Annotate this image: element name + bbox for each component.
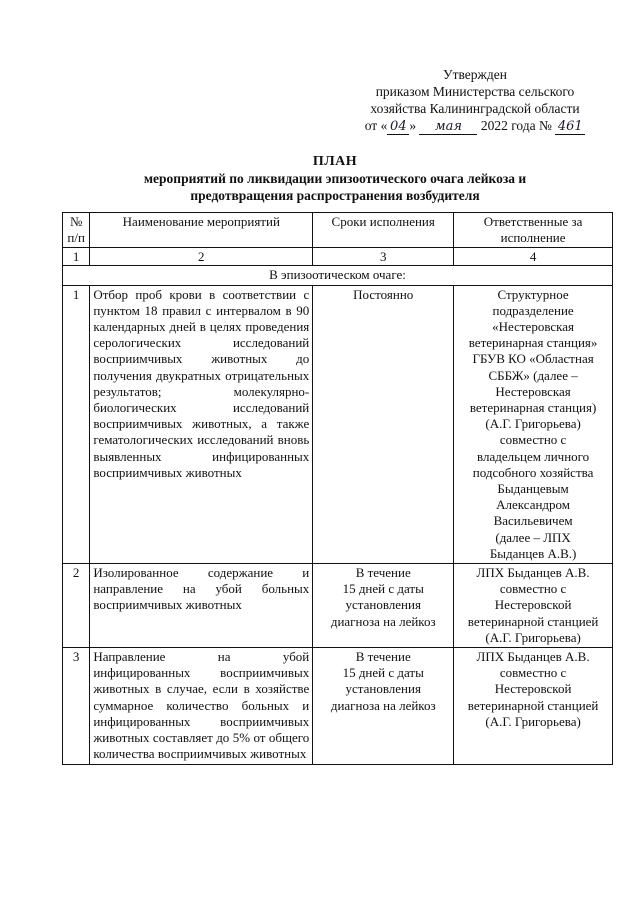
row-num: 3 [63, 648, 90, 764]
date-suffix: 2022 года № [480, 118, 552, 133]
approval-date-line [330, 117, 620, 135]
table-section-row [63, 266, 613, 285]
approval-title: Утвержден [443, 67, 507, 82]
title-main: ПЛАН [312, 154, 358, 169]
plan-table [62, 212, 613, 765]
table-row [63, 285, 613, 563]
row-responsible: Структурное подразделение «Нестеровская ветеринарная станция» ГБУВ КО «Областная СББЖ» (далее – Нестеровская ветеринарная станция) (А.Г. Григорьева) совместно с владельцем личного подсобного хозяйства Быданцевым Александром Васильевичем (далее – ЛПХ Быданцев А.В.) [454, 285, 613, 563]
index-cell: 3 [313, 248, 454, 266]
header-resp: Ответственные за исполнение [454, 213, 613, 248]
date-prefix: от « [364, 118, 388, 133]
header-num: № п/п [63, 213, 90, 248]
row-num: 1 [63, 285, 90, 563]
index-cell: 4 [454, 248, 613, 266]
row-measure: Направление на убой инфицированных восприимчивых животных в случае, если в хозяйстве суммарное количество больных и инфицированных восприимчивых животных составляет до 5% от общего количества восприимчивых животных [90, 648, 313, 764]
table-index-row [63, 248, 613, 266]
document-title [60, 153, 610, 204]
table-row [63, 564, 613, 648]
row-num: 2 [63, 564, 90, 648]
row-term: В течение 15 дней с даты установления диагноза на лейкоз [313, 564, 454, 648]
table-row [63, 648, 613, 764]
row-measure: Изолированное содержание и направление на убой больных восприимчивых животных [90, 564, 313, 648]
approval-block [330, 66, 620, 135]
row-term: В течение 15 дней с даты установления диагноза на лейкоз [313, 648, 454, 764]
row-term: Постоянно [313, 285, 454, 563]
handwritten-order-number: 461 [555, 119, 585, 135]
handwritten-month: мая [419, 119, 477, 135]
title-line-2: мероприятий по ликвидации эпизоотического очага лейкоза и [143, 171, 527, 186]
header-term: Сроки исполнения [313, 213, 454, 248]
header-name: Наименование мероприятий [90, 213, 313, 248]
date-mid: » [409, 118, 417, 133]
row-measure: Отбор проб крови в соответствии с пунктом 18 правил с интервалом в 90 календарных дней в целях проведения серологических исследований восприимчивых животных до получения двукратных отрицательных результатов; молекулярно-биологических исследований восприимчивых животных, а также гематологических исследований вновь выявленных инфицированных восприимчивых животных [90, 285, 313, 563]
index-cell: 1 [63, 248, 90, 266]
row-responsible: ЛПХ Быданцев А.В. совместно с Нестеровской ветеринарной станцией (А.Г. Григорьева) [454, 648, 613, 764]
section-heading: В эпизоотическом очаге: [63, 266, 613, 285]
title-line-3: предотвращения распространения возбудителя [190, 188, 480, 203]
row-responsible: ЛПХ Быданцев А.В. совместно с Нестеровской ветеринарной станцией (А.Г. Григорьева) [454, 564, 613, 648]
index-cell: 2 [90, 248, 313, 266]
table-header-row [63, 213, 613, 248]
handwritten-day: 04 [387, 119, 409, 135]
approval-ministry-line: хозяйства Калининградской области [370, 101, 580, 116]
approval-order-line: приказом Министерства сельского [375, 84, 575, 99]
